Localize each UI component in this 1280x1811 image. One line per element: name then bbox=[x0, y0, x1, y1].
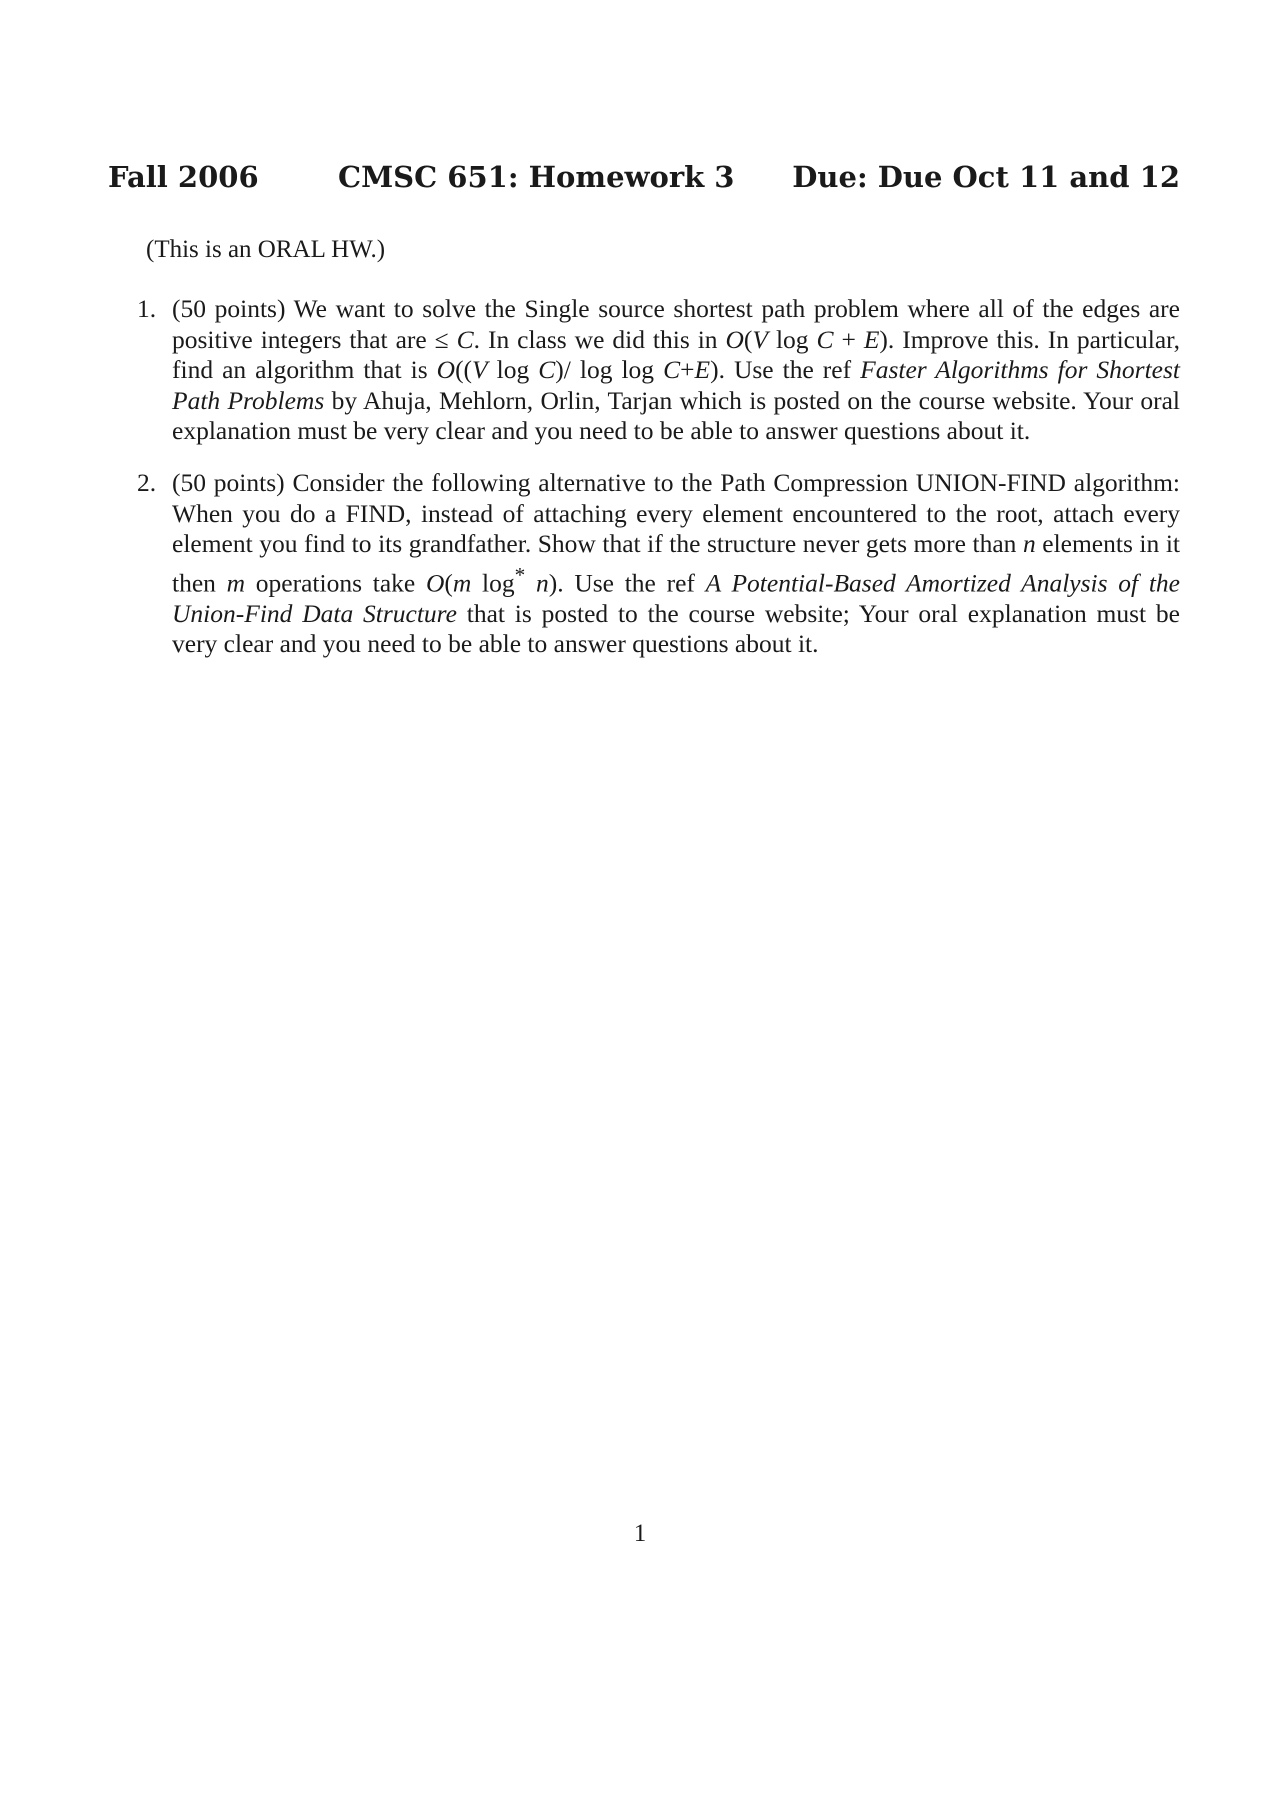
page-header bbox=[108, 160, 1180, 200]
problem-1 bbox=[137, 294, 1180, 447]
problem-2 bbox=[137, 467, 1181, 660]
reference-title: Faster Algorithms for Shortest Path Problems bbox=[172, 355, 1180, 415]
problem-number: 1. bbox=[137, 294, 157, 323]
semester-label: Fall 2006 bbox=[108, 160, 259, 194]
problem-list bbox=[137, 294, 1181, 681]
homework-title: CMSC 651: Homework 3 bbox=[338, 160, 735, 194]
oral-hw-note: (This is an ORAL HW.) bbox=[146, 236, 386, 263]
page-number: 1 bbox=[633, 1520, 647, 1547]
problem-text: (50 points) Consider the following alternative to the Path Compression UNION-FIND algorithm: When you do a FIND, instead of attaching every element encountered to the root, attach every element you find to its grandfather. Show that if the structure never gets more than n elements in it then m operations take O(m log* n). Use the ref A Potential-Based Amortized Analysis of the Union-Find Data Structure that is posted to the course website; Your oral explanation must be very clear and you need to be able to answer questions about it. bbox=[172, 467, 1181, 659]
reference-title: A Potential-Based Amortized Analysis of the Union-Find Data Structure bbox=[172, 568, 1180, 628]
due-date: Due: Due Oct 11 and 12 bbox=[792, 160, 1180, 194]
problem-text: (50 points) We want to solve the Single source shortest path problem where all of the edges are positive integers that are ≤ C. In class we did this in O(V log C + E). Improve this. In particular, find an algorithm that is O((V log C)/ log log C+E). Use the ref Faster Algorithms for Shortest Path Problems by Ahuja, Mehlorn, Orlin, Tarjan which is posted on the course website. Your oral explanation must be very clear and you need to be able to answer questions about it. bbox=[172, 294, 1180, 446]
problem-number: 2. bbox=[137, 467, 157, 497]
